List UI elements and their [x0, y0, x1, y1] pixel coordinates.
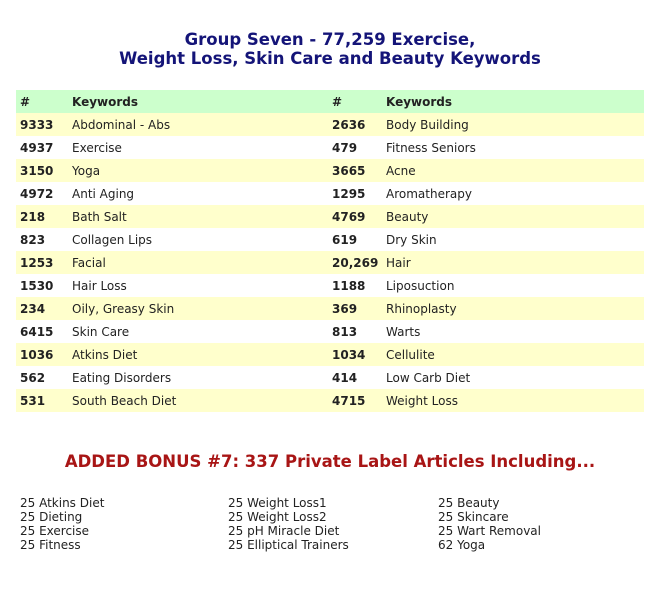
- header-count: #: [328, 90, 382, 113]
- table-row: [16, 182, 644, 205]
- keyword-count: 1188: [332, 278, 366, 293]
- keyword-name: Exercise: [72, 140, 122, 155]
- keyword-count: 1253: [16, 251, 68, 274]
- table-row: [16, 251, 644, 274]
- keyword-name: Eating Disorders: [72, 370, 172, 385]
- table-row: [16, 389, 644, 412]
- table-row: [16, 343, 644, 366]
- keyword-name: Dry Skin: [386, 232, 437, 247]
- keyword-count: 1036: [16, 343, 68, 366]
- keyword-name: Liposuction: [386, 278, 455, 293]
- keyword-name: Weight Loss: [382, 389, 644, 412]
- table-header: [16, 90, 644, 113]
- keywords-table: [16, 90, 644, 412]
- keyword-count: 4715: [328, 389, 382, 412]
- keyword-count: 6415: [20, 324, 54, 339]
- bonus-article-item: 25 pH Miracle Diet: [228, 524, 340, 538]
- bonus-article-item: 25 Skincare: [438, 510, 509, 524]
- bonus-article-item: 25 Dieting: [20, 510, 83, 524]
- bonus-article-item: 25 Fitness: [20, 538, 81, 552]
- keyword-count: 823: [20, 232, 46, 247]
- bonus-article-item: 25 Weight Loss1: [228, 496, 327, 510]
- keyword-count: 4769: [328, 205, 382, 228]
- bonus-title: ADDED BONUS #7: 337 Private Label Articles Including...: [64, 452, 596, 471]
- table-row: [16, 297, 644, 320]
- keyword-count: 1530: [20, 278, 54, 293]
- table-row: [16, 366, 644, 389]
- keyword-name: Rhinoplasty: [382, 297, 644, 320]
- keyword-name: Anti Aging: [72, 186, 135, 201]
- keyword-count: 562: [20, 370, 46, 385]
- keyword-name: Collagen Lips: [72, 232, 153, 247]
- keyword-count: 4937: [20, 140, 54, 155]
- table-row: [16, 228, 644, 251]
- table-row: [16, 320, 644, 343]
- header-keywords: Keywords: [382, 90, 644, 113]
- bonus-article-item: 25 Beauty: [438, 496, 500, 510]
- keyword-name: Cellulite: [382, 343, 644, 366]
- table-row: [16, 274, 644, 297]
- keyword-name: Aromatherapy: [386, 186, 472, 201]
- keyword-name: Skin Care: [72, 324, 130, 339]
- table-row: [16, 136, 644, 159]
- keyword-name: Bath Salt: [68, 205, 328, 228]
- keyword-count: 813: [332, 324, 358, 339]
- title-line-1: Group Seven - 77,259 Exercise,: [184, 30, 476, 49]
- page-title: [0, 30, 650, 68]
- keyword-count: 234: [16, 297, 68, 320]
- keyword-name: Hair Loss: [72, 278, 127, 293]
- keyword-count: 619: [332, 232, 358, 247]
- keyword-name: Acne: [382, 159, 644, 182]
- title-line-2: Weight Loss, Skin Care and Beauty Keywords: [119, 49, 541, 68]
- header-keywords: Keywords: [68, 90, 328, 113]
- bonus-article-item: 25 Atkins Diet: [20, 496, 105, 510]
- keyword-name: Hair: [382, 251, 644, 274]
- keyword-count: 369: [328, 297, 382, 320]
- bonus-column: [228, 496, 349, 552]
- bonus-article-item: 25 Weight Loss2: [228, 510, 327, 524]
- keyword-count: 531: [16, 389, 68, 412]
- keyword-name: Yoga: [68, 159, 328, 182]
- keyword-count: 1295: [332, 186, 366, 201]
- keyword-count: 4972: [20, 186, 54, 201]
- keyword-name: Oily, Greasy Skin: [68, 297, 328, 320]
- keyword-count: 479: [332, 140, 358, 155]
- keyword-count: 3150: [16, 159, 68, 182]
- keyword-name: Warts: [386, 324, 421, 339]
- keyword-name: Beauty: [382, 205, 644, 228]
- keyword-count: 3665: [328, 159, 382, 182]
- keyword-name: Low Carb Diet: [386, 370, 471, 385]
- table-row: [16, 159, 644, 182]
- keyword-name: Facial: [68, 251, 328, 274]
- bonus-column: [438, 496, 541, 552]
- bonus-article-item: 25 Exercise: [20, 524, 90, 538]
- bonus-article-item: 25 Wart Removal: [438, 524, 541, 538]
- bonus-article-item: 25 Elliptical Trainers: [228, 538, 349, 552]
- bonus-article-item: 62 Yoga: [438, 538, 486, 552]
- keyword-count: 9333: [16, 113, 68, 136]
- keyword-count: 20,269: [328, 251, 382, 274]
- keyword-name: Atkins Diet: [68, 343, 328, 366]
- table-row: [16, 205, 644, 228]
- bonus-column: [20, 496, 104, 552]
- keyword-name: Fitness Seniors: [386, 140, 476, 155]
- keyword-name: Body Building: [382, 113, 644, 136]
- keyword-name: South Beach Diet: [68, 389, 328, 412]
- keyword-count: 414: [332, 370, 358, 385]
- keyword-count: 218: [16, 205, 68, 228]
- header-count: #: [16, 90, 68, 113]
- keyword-name: Abdominal - Abs: [68, 113, 328, 136]
- keyword-count: 2636: [328, 113, 382, 136]
- keyword-count: 1034: [328, 343, 382, 366]
- table-row: [16, 113, 644, 136]
